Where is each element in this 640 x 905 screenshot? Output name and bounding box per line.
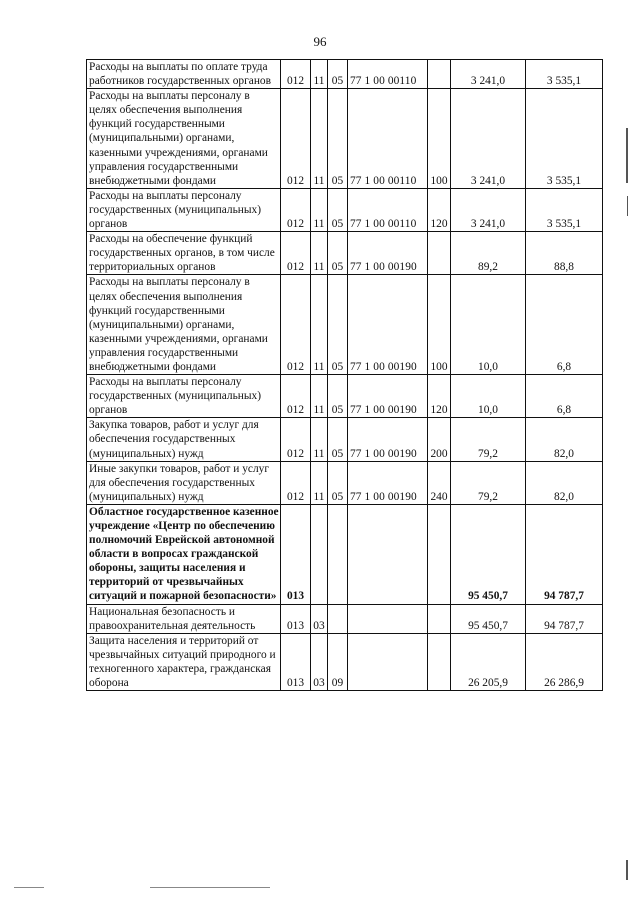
amount-year-2: 88,8 [526, 232, 603, 275]
ministry-code: 012 [281, 232, 311, 275]
target-article-code: 77 1 00 00110 [348, 89, 428, 189]
row-name: Расходы на выплаты персоналу государственных (муниципальных) органов [87, 375, 281, 418]
target-article-code: 77 1 00 00190 [348, 461, 428, 504]
section-code: 11 [311, 461, 328, 504]
section-code: 11 [311, 375, 328, 418]
section-code: 03 [311, 604, 328, 633]
amount-year-2: 6,8 [526, 275, 603, 375]
expense-type-code [428, 60, 451, 89]
amount-year-1: 3 241,0 [451, 89, 526, 189]
subsection-code: 05 [328, 275, 348, 375]
amount-year-2: 6,8 [526, 375, 603, 418]
target-article-code: 77 1 00 00110 [348, 188, 428, 231]
table-row [87, 375, 603, 418]
subsection-code: 05 [328, 375, 348, 418]
scan-bottom-mark [14, 887, 44, 888]
amount-year-2: 82,0 [526, 418, 603, 461]
expense-type-code: 100 [428, 89, 451, 189]
target-article-code: 77 1 00 00190 [348, 275, 428, 375]
expense-type-code [428, 504, 451, 604]
amount-year-1: 89,2 [451, 232, 526, 275]
expense-type-code [428, 633, 451, 690]
ministry-code: 012 [281, 275, 311, 375]
subsection-code: 05 [328, 188, 348, 231]
row-name: Расходы на выплаты персоналу государственных (муниципальных) органов [87, 188, 281, 231]
row-name: Иные закупки товаров, работ и услуг для обеспечения государственных (муниципальных) нужд [87, 461, 281, 504]
target-article-code: 77 1 00 00190 [348, 375, 428, 418]
subsection-code: 05 [328, 60, 348, 89]
table-row [87, 188, 603, 231]
amount-year-2: 3 535,1 [526, 60, 603, 89]
table-row [87, 232, 603, 275]
scan-edge-mark [627, 196, 628, 216]
subsection-code: 05 [328, 461, 348, 504]
ministry-code: 012 [281, 60, 311, 89]
table-row [87, 504, 603, 604]
target-article-code: 77 1 00 00190 [348, 418, 428, 461]
subsection-code [328, 504, 348, 604]
expense-type-code [428, 604, 451, 633]
ministry-code: 012 [281, 188, 311, 231]
page-number: 96 [313, 34, 327, 49]
target-article-code [348, 604, 428, 633]
row-name: Расходы на выплаты персоналу в целях обеспечения выполнения функций государственными (муниципальными) органами, казенными учреждениями, органами управления государственными внебюджетными фондами [87, 89, 281, 189]
ministry-code: 013 [281, 633, 311, 690]
section-code [311, 504, 328, 604]
section-code: 11 [311, 275, 328, 375]
amount-year-2: 82,0 [526, 461, 603, 504]
expense-type-code: 240 [428, 461, 451, 504]
expense-type-code [428, 232, 451, 275]
subsection-code: 05 [328, 232, 348, 275]
expense-type-code: 120 [428, 188, 451, 231]
section-code: 03 [311, 633, 328, 690]
scan-edge-mark [626, 860, 628, 880]
table-row [87, 461, 603, 504]
ministry-code: 012 [281, 375, 311, 418]
amount-year-2: 3 535,1 [526, 89, 603, 189]
amount-year-1: 3 241,0 [451, 188, 526, 231]
amount-year-2: 3 535,1 [526, 188, 603, 231]
row-name: Расходы на выплаты персоналу в целях обеспечения выполнения функций государственными (муниципальными) органами, казенными учреждениями, органами управления государственными внебюджетными фондами [87, 275, 281, 375]
ministry-code: 013 [281, 504, 311, 604]
target-article-code: 77 1 00 00190 [348, 232, 428, 275]
section-code: 11 [311, 188, 328, 231]
ministry-code: 012 [281, 461, 311, 504]
row-name: Национальная безопасность и правоохранительная деятельность [87, 604, 281, 633]
ministry-code: 012 [281, 418, 311, 461]
subsection-code: 05 [328, 418, 348, 461]
expense-type-code: 200 [428, 418, 451, 461]
target-article-code [348, 504, 428, 604]
table-row [87, 60, 603, 89]
row-name: Расходы на обеспечение функций государственных органов, в том числе территориальных органов [87, 232, 281, 275]
amount-year-1: 3 241,0 [451, 60, 526, 89]
subsection-code: 05 [328, 89, 348, 189]
amount-year-1: 79,2 [451, 461, 526, 504]
expense-type-code: 120 [428, 375, 451, 418]
section-code: 11 [311, 232, 328, 275]
budget-table [86, 59, 603, 691]
amount-year-1: 10,0 [451, 375, 526, 418]
table-row [87, 604, 603, 633]
amount-year-2: 26 286,9 [526, 633, 603, 690]
amount-year-2: 94 787,7 [526, 504, 603, 604]
expense-type-code: 100 [428, 275, 451, 375]
amount-year-1: 95 450,7 [451, 504, 526, 604]
scan-bottom-mark [150, 887, 270, 888]
target-article-code: 77 1 00 00110 [348, 60, 428, 89]
row-name: Закупка товаров, работ и услуг для обеспечения государственных (муниципальных) нужд [87, 418, 281, 461]
row-name: Расходы на выплаты по оплате труда работников государственных органов [87, 60, 281, 89]
amount-year-1: 26 205,9 [451, 633, 526, 690]
table-row [87, 418, 603, 461]
budget-table-body [87, 60, 603, 691]
amount-year-1: 10,0 [451, 275, 526, 375]
section-code: 11 [311, 89, 328, 189]
table-row [87, 89, 603, 189]
table-row [87, 275, 603, 375]
row-name: Областное государственное казенное учреждение «Центр по обеспечению полномочий Еврейской автономной области в вопросах гражданской обороны, защиты населения и территорий от чрезвычайных ситуаций и пожарной безопасности» [87, 504, 281, 604]
row-name: Защита населения и территорий от чрезвычайных ситуаций природного и техногенного характера, гражданская оборона [87, 633, 281, 690]
ministry-code: 012 [281, 89, 311, 189]
section-code: 11 [311, 60, 328, 89]
ministry-code: 013 [281, 604, 311, 633]
amount-year-1: 95 450,7 [451, 604, 526, 633]
amount-year-2: 94 787,7 [526, 604, 603, 633]
scan-edge-mark [626, 128, 628, 183]
section-code: 11 [311, 418, 328, 461]
target-article-code [348, 633, 428, 690]
amount-year-1: 79,2 [451, 418, 526, 461]
subsection-code [328, 604, 348, 633]
table-row [87, 633, 603, 690]
subsection-code: 09 [328, 633, 348, 690]
